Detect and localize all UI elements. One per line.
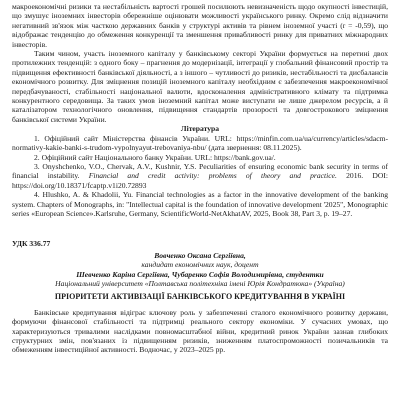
reference-doi: 2016. DOI: https://doi.org/10.18371/fcaptp.v1i20.72893: [12, 171, 388, 190]
reference-item: 1. Офіційний сайт Міністерства фінансів України. URL: https://minfin.com.ua/ua/currency/articles/sdacm-normativy-kakie-banki-s-trudom-vypolnyayut-trebovaniya-nbu/ (дата звернення: 08.11.2025).: [12, 133, 388, 153]
intro-paragraph: макроекономічні ризики та нестабільність вартості грошей посилюють невизначеність щодо окупності інвестицій, що змушує іноземних інвесторів обережніше оцінювати можливості українського ринку. Окремо слід відзначити негативний зв'язок між часткою державних банків у структурі активів та рівнем іноземної участі (r = -0,59), що відображає тенденцію до обмеження конкуренції та зменшення привабливості ринку для приватних міжнародних інвесторів.: [12, 2, 388, 49]
reference-item: 2. Офіційний сайт Національного банку України. URL: https://bank.gov.ua/.: [34, 152, 276, 162]
literature-heading: Література: [180, 124, 220, 134]
conclusion-paragraph: Таким чином, участь іноземного капіталу у банківському секторі України формується на перетині двох протилежних тенденцій: з одного боку – прагнення до модернізації, інтеграції у глобальний фінансовий простір та підвищення ефективності банківської діяльності, а з іншого – чутливості до ризиків, нестабільності та дисбалансів економічного розвитку. Для зміцнення позицій іноземного капіталу необхідним є забезпечення макроекономічної передбачуваності, стабільності національної валюти, вдосконалення адміністративного клімату та підтримка конкурентного середовища. За таких умов іноземний капітал може виступати не лише джерелом ресурсів, а й каталізатором технологічного оновлення, підвищення стандартів прозорості та довгострокового зміцнення банківської системи України.: [12, 49, 388, 124]
section-gap: [12, 218, 388, 239]
author-position: кандидат економічних наук, доцент: [141, 260, 259, 270]
article-title: ПРІОРИТЕТИ АКТИВІЗАЦІЇ БАНКІВСЬКОГО КРЕДИТУВАННЯ В УКРАЇНІ: [54, 292, 346, 302]
article-paragraph: Банківське кредитування відіграє ключову роль у забезпеченні сталого економічного розвитку держави, формуючи фінансової стабільності та підтримці реального сектору економіки. У сучасних умовах, що характеризуються тривалими наслідками повномасштабної війни, кредитний ринок України зазнав глибоких структурних змін, пов'язаних із підвищенням ризиків, зниженням платоспроможності позичальників та обмеженням інвестиційної активності. Водночас, у 2023–2025 рр.: [12, 307, 388, 355]
author-name: Вовченко Оксана Сергіївна,: [154, 250, 246, 260]
udk-code: УДК 336.77: [12, 239, 51, 249]
affiliation: Національний університет «Полтавська політехніка імені Юрія Кондратюка» (Україна): [55, 278, 345, 288]
author-names-students: Шевченко Каріна Сергіївна, Чубаренко Софія Володимирівна, студентки: [76, 269, 324, 279]
reference-text: 3. Onyshchenko, V.O., Chervak, A.V., Kushnir, Y.S. Peculiarities of ensuring economic bank security in terms of financial instability.: [12, 161, 388, 181]
reference-item: 4. Hlushko, A. & Khadolii, Yu. Financial technologies as a factor in the innovative development of the banking system. Chapters of Monographs, in: "Intellectual capital is the foundation of innovative development '2025", Monographic series «European Science».Karlsruhe, Germany, ScientificWorld-NetAkhatAV, 2025, Book 38, Part 3, p. 19–27.: [12, 190, 388, 218]
reference-journal: Financial and credit activity: problems of theory and practice.: [88, 171, 337, 181]
reference-item: [12, 162, 388, 190]
